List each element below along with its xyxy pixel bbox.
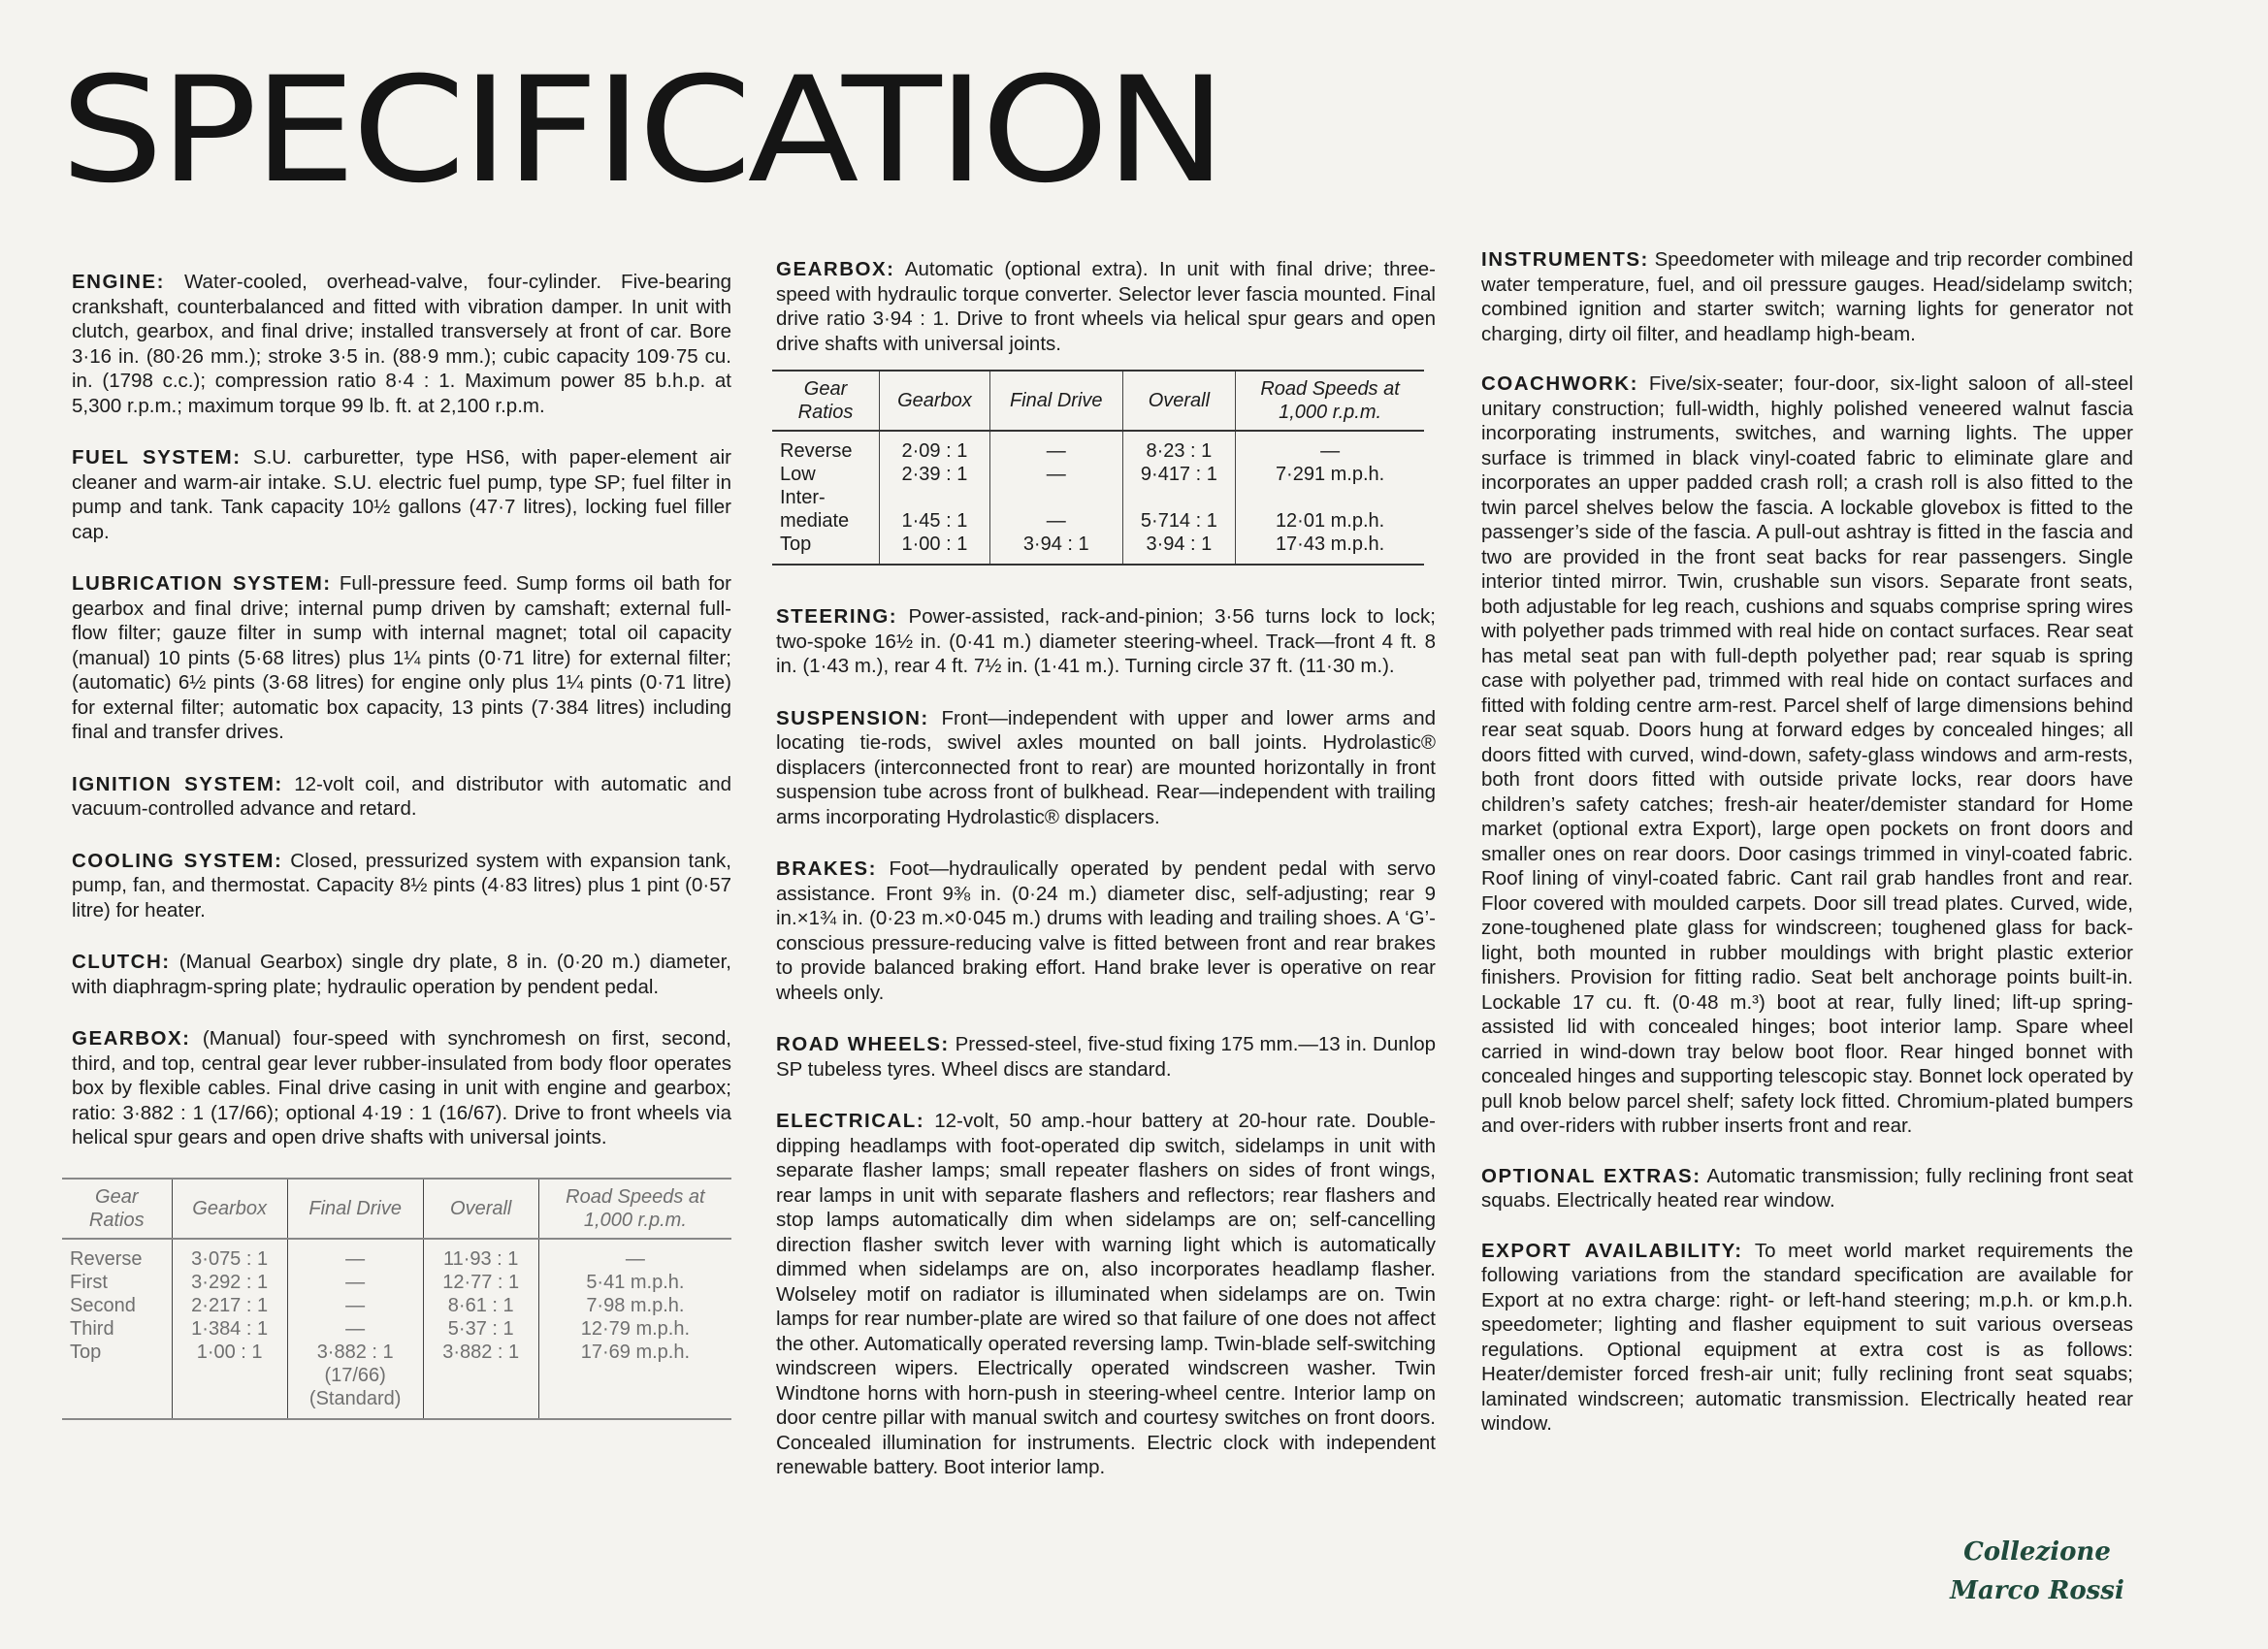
lubrication-section: [72, 571, 731, 745]
electrical-text: 12-volt, 50 amp.-hour battery at 20-hour rate. Double-dipping headlamps with foot-operated dip switch, sidelamps in unit with separate flasher lamps; small repeater flashers on sides of front wings, rear lamps in unit with separate flashers and reflectors; rear flashers and stop lamps automatically dim when sidelamps are on; self-cancelling direction flasher switch lever with warning light which is automatically dimmed when sidelamps are on, also incorporates headlamp flasher. Wolseley motif on radiator is illuminated when sidelamps are on. Twin lamps for rear number-plate are wired so that failure of one does not affect the other. Automatically operated reversing lamp. Twin-blade self-switching windscreen wipers. Electrically operated windscreen washer. Twin Windtone horns with horn-push in steering-wheel centre. Interior lamp on door centre pillar with manual switch and courtesy switches on front doors. Concealed illumination for instruments. Electric clock with independent renewable battery. Boot interior lamp.: [776, 1110, 1436, 1478]
optional-extras-text: Automatic transmission; fully reclining front seat squabs. Electrically heated rear window.: [1481, 1164, 2133, 1212]
gearbox-auto-heading: GEARBOX:: [776, 258, 895, 280]
engine-heading: ENGINE:: [72, 271, 165, 293]
table-header-row: [62, 1179, 731, 1239]
table-header: Gearbox: [172, 1179, 287, 1239]
engine-section: [72, 270, 731, 418]
road-wheels-section: [776, 1032, 1436, 1082]
table-header: Overall: [423, 1179, 538, 1239]
clutch-heading: CLUTCH:: [72, 951, 171, 973]
steering-heading: STEERING:: [776, 605, 898, 628]
gearbox-auto-text: Automatic (optional extra). In unit with final drive; three-speed with hydraulic torque converter. Selector lever fascia mounted. Final drive ratio 3·94 : 1. Drive to front wheels via helical spur gears and open drive shafts with universal joints.: [776, 258, 1436, 355]
fuel-section: [72, 445, 731, 544]
collection-watermark: [1940, 1533, 2134, 1610]
table-cell: Reverse First Second Third Top: [70, 1247, 143, 1363]
gearbox-auto-section: [776, 257, 1436, 356]
manual-gear-ratios-table: [62, 1178, 731, 1420]
coachwork-text: Five/six-seater; four-door, six-light saloon of all-steel unitary construction; full-width, highly polished veneered walnut fascia incorporating instruments, switches, and warning lights. The upper surface is trimmed in black vinyl-coated fabric to eliminate glare and incorporates an upper padded crash roll; a crash roll is also fitted to the twin parcel shelves below the fascia. A lockable glovebox is fitted to the passenger’s side of the fascia. A pull-out ashtray is fitted in the fascia and two are provided in the front seat backs for rear passengers. Single interior tinted mirror. Twin, crushable sun visors. Separate front seats, both adjustable for leg reach, cushions and squabs comprise spring wires with polyether pads trimmed with real hide on contact surfaces. Rear seat has metal seat pan with full-depth polyether pad; rear squab is spring case with polyether pad, trimmed with real hide on contact surfaces and fitted with folding centre arm-rest. Parcel shelf of large dimensions behind rear seat squab. Doors hung at forward edges by concealed hinges; all doors fitted with curved, wind-down, safety-glass windows and arm-rests, both front doors fitted with outside private locks, rear doors have children’s safety catches; fresh-air heater/demister standard for Home market (optional extra Export), large open pockets on front doors and smaller ones on rear doors. Door casings trimmed in vinyl-coated fabric. Roof lining of vinyl-coated fabric. Cant rail grab handles front and rear. Floor covered with moulded carpets. Door sill tread plates. Curved, wide, zone-toughened plate glass for windscreen; toughened glass for back-light, both mounted in rubber mouldings with bright plastic exterior finishers. Provision for fitting radio. Seat belt anchorage points built-in. Lockable 17 cu. ft. (0·48 m.³) boot at rear, fully lined; lift-up spring-assisted lid with concealed hinges; boot interior lamp. Spare wheel carried in wind-down tray below boot floor. Rear hinged bonnet with concealed hinges and supporting telescopic stay. Bonnet lock operated by pull knob below parcel shelf; safety lock fitted. Chromium-plated bumpers and over-riders with rubber inserts front and rear.: [1481, 372, 2134, 1137]
table-cell: 8·23 : 1 9·417 : 1 5·714 : 1 3·94 : 1: [1122, 431, 1236, 565]
watermark-line-2: Marco Rossi: [1950, 1576, 2124, 1605]
column-left: [72, 270, 731, 1420]
export-availability-text: To meet world market requirements the following variations from the standard specification are available for Export at no extra charge: right- or left-hand steering; m.p.h. or km.p.h. speedometer; lighting and flasher equipment to suit various overseas regulations. Optional equipment at extra cost is as follows: Heater/demister forced fresh-air unit; fully reclining front seat squabs; laminated windscreen; automatic transmission. Electrically heated rear window.: [1481, 1239, 2133, 1435]
road-wheels-text: Pressed-steel, five-stud fixing 175 mm.—13 in. Dunlop SP tubeless tyres. Wheel discs are standard.: [776, 1033, 1436, 1081]
watermark-line-1: Collezione: [1963, 1537, 2111, 1567]
table-header: Gear Ratios: [797, 378, 854, 423]
instruments-text: Speedometer with mileage and trip recorder combined water temperature, fuel, and oil pressure gauges. Head/sidelamp switch; combined ignition and starter switch; warning lights for generator not charging, dirty oil filter, and headlamp high-beam.: [1481, 248, 2133, 345]
brakes-text: Foot—hydraulically operated by pendent pedal with servo assistance. Front 9⅜ in. (0·24 m.) diameter disc, self-adjusting; rear 9 in.×1¾ in. (0·23 m.×0·045 m.) drums with leading and trailing shoes. A ‘G’-conscious pressure-reducing valve is fitted between front and rear brakes to provide balanced braking effort. Hand brake lever is operative on rear wheels only.: [776, 857, 1436, 1004]
brakes-section: [776, 857, 1436, 1005]
fuel-text: S.U. carburetter, type HS6, with paper-element air cleaner and warm-air intake. S.U. electric fuel pump, type SP; fuel filter in pump and tank. Tank capacity 10½ gallons (47·7 litres), locking fuel filler cap.: [72, 446, 732, 543]
ignition-section: [72, 772, 731, 822]
suspension-section: [776, 706, 1436, 830]
fuel-heading: FUEL SYSTEM:: [72, 446, 242, 469]
ignition-heading: IGNITION SYSTEM:: [72, 772, 283, 795]
table-cell: 11·93 : 1 12·77 : 1 8·61 : 1 5·37 : 1 3·882 : 1: [423, 1239, 538, 1419]
table-header: Final Drive: [989, 371, 1122, 431]
table-cell: — — — 3·94 : 1: [989, 431, 1122, 565]
suspension-heading: SUSPENSION:: [776, 706, 929, 729]
instruments-heading: INSTRUMENTS:: [1481, 248, 1649, 271]
road-wheels-heading: ROAD WHEELS:: [776, 1033, 950, 1055]
cooling-text: Closed, pressurized system with expansion tank, pump, fan, and thermostat. Capacity 8½ pints (4·83 litres) plus 1 pint (0·57 litre) for heater.: [72, 849, 731, 922]
clutch-section: [72, 950, 731, 999]
table-header: Overall: [1122, 371, 1236, 431]
table-header: Road Speeds at 1,000 r.p.m.: [1236, 371, 1424, 431]
table-header: Gearbox: [880, 371, 990, 431]
export-availability-heading: EXPORT AVAILABILITY:: [1481, 1239, 1743, 1262]
cooling-section: [72, 849, 731, 923]
lubrication-text: Full-pressure feed. Sump forms oil bath for gearbox and final drive; internal pump driven by camshaft; external full-flow filter; gauze filter in sump with internal magnet; total oil capacity (manual) 10 pints (5·68 litres) plus 1¼ pints (0·71 litre) for external filter; (automatic) 6½ pints (3·68 litres) for engine only plus 1¼ pints (0·71 litre) for external filter; automatic box capacity, 13 pints (7·384 litres) including final and transfer drives.: [72, 572, 731, 743]
table-row: [62, 1239, 731, 1419]
electrical-section: [776, 1109, 1436, 1480]
table-header: Final Drive: [287, 1179, 423, 1239]
table-cell: 3·075 : 1 3·292 : 1 2·217 : 1 1·384 : 1 1·00 : 1: [172, 1239, 287, 1419]
table-cell: — 5·41 m.p.h. 7·98 m.p.h. 12·79 m.p.h. 17·69 m.p.h.: [538, 1239, 731, 1419]
table-header: Gear Ratios: [88, 1185, 145, 1231]
engine-text: Water-cooled, overhead-valve, four-cylinder. Five-bearing crankshaft, counterbalanced and fitted with vibration damper. In unit with clutch, gearbox, and final drive; installed transversely at front of car. Bore 3·16 in. (80·26 mm.); stroke 3·5 in. (88·9 mm.); cubic capacity 109·75 cu. in. (1798 c.c.); compression ratio 8·4 : 1. Maximum power 85 b.h.p. at 5,300 r.p.m.; maximum torque 99 lb. ft. at 2,100 r.p.m.: [72, 271, 731, 417]
steering-section: [776, 604, 1436, 679]
table-header: Road Speeds at 1,000 r.p.m.: [538, 1179, 731, 1239]
lubrication-heading: LUBRICATION SYSTEM:: [72, 572, 332, 595]
gearbox-manual-text: (Manual) four-speed with synchromesh on first, second, third, and top, central gear lever rubber-insulated from body floor operates box by flexible cables. Final drive casing in unit with engine and gearbox; ratio: 3·882 : 1 (17/66); optional 4·19 : 1 (16/67). Drive to front wheels via helical spur gears and open drive shafts with universal joints.: [72, 1027, 731, 1148]
automatic-gear-ratios-table: [772, 370, 1424, 566]
clutch-text: (Manual Gearbox) single dry plate, 8 in. (0·20 m.) diameter, with diaphragm-spring plate; hydraulic operation by pendent pedal.: [72, 951, 731, 998]
table-cell: 2·09 : 1 2·39 : 1 1·45 : 1 1·00 : 1: [880, 431, 990, 565]
column-right: [1481, 247, 2133, 1462]
column-middle: [776, 257, 1436, 1507]
page-title: SPECIFICATION: [60, 47, 1223, 215]
table-row: [772, 431, 1424, 565]
optional-extras-section: [1481, 1164, 2133, 1213]
cooling-heading: COOLING SYSTEM:: [72, 849, 283, 872]
instruments-section: [1481, 247, 2133, 346]
export-availability-section: [1481, 1239, 2133, 1437]
coachwork-section: [1481, 372, 2133, 1139]
steering-text: Power-assisted, rack-and-pinion; 3·56 turns lock to lock; two-spoke 16½ in. (0·41 m.) diameter steering-wheel. Track—front 4 ft. 8 in. (1·43 m.), rear 4 ft. 7½ in. (1·41 m.). Turning circle 37 ft. (11·30 m.).: [776, 605, 1436, 677]
table-cell: — — — — 3·882 : 1 (17/66) (Standard): [287, 1239, 423, 1419]
table-header-row: [772, 371, 1424, 431]
gearbox-manual-heading: GEARBOX:: [72, 1027, 191, 1050]
ignition-text: 12-volt coil, and distributor with automatic and vacuum-controlled advance and retard.: [72, 772, 731, 820]
brakes-heading: BRAKES:: [776, 857, 877, 880]
gearbox-manual-section: [72, 1026, 731, 1150]
coachwork-heading: COACHWORK:: [1481, 372, 1638, 395]
table-cell: Reverse Low Inter- mediate Top: [780, 440, 853, 555]
electrical-heading: ELECTRICAL:: [776, 1110, 925, 1132]
table-cell: — 7·291 m.p.h. 12·01 m.p.h. 17·43 m.p.h.: [1236, 431, 1424, 565]
optional-extras-heading: OPTIONAL EXTRAS:: [1481, 1164, 1701, 1187]
suspension-text: Front—independent with upper and lower arms and locating tie-rods, swivel axles mounted on ball joints. Hydrolastic® displacers (interconnected front to rear) are mounted horizontally in front suspension tube across front of bulkhead. Rear—independent with trailing arms incorporating Hydrolastic® displacers.: [776, 706, 1436, 828]
